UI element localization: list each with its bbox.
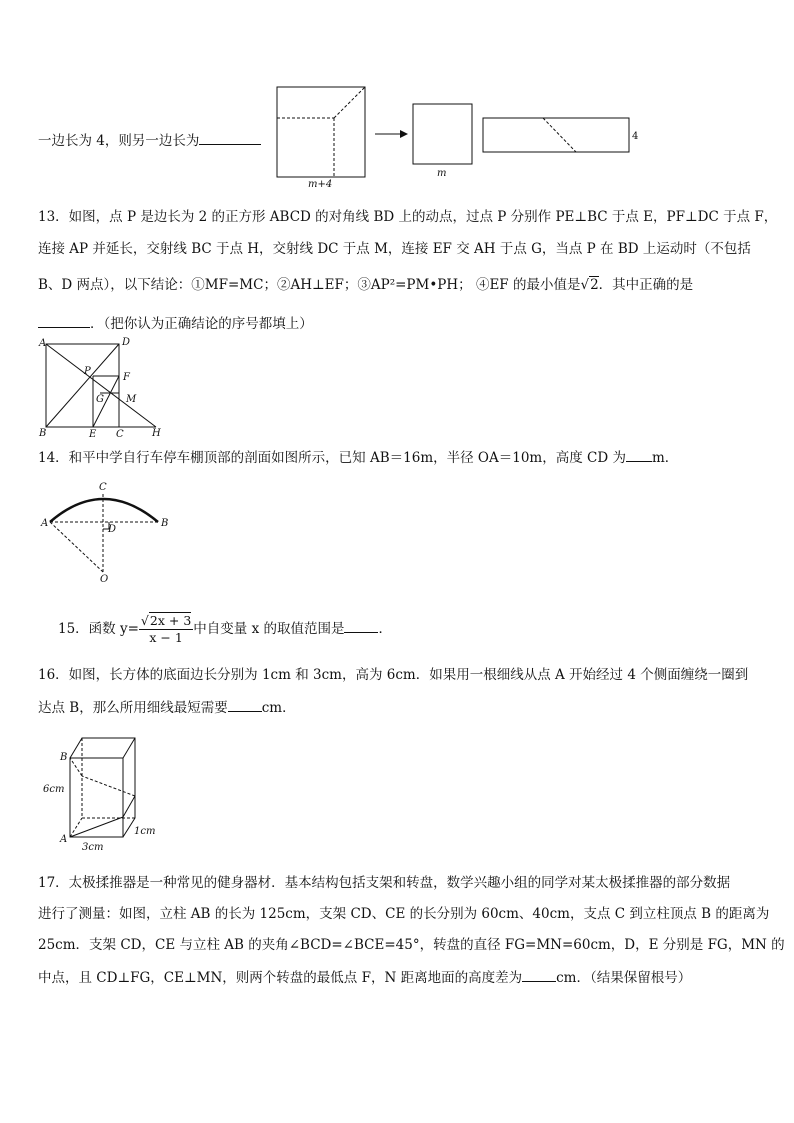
diagonal-bd <box>46 344 119 427</box>
q16-line-1: 16．如图，长方体的底面边长分别为 1cm 和 3cm，高为 6cm．如果用一根细线从点 A 开始经过 4 个侧面缠绕一圈到 <box>38 667 749 683</box>
label-A: A <box>60 834 68 845</box>
label-F: F <box>123 372 130 383</box>
dash-diagonal <box>334 87 365 118</box>
label-E: E <box>89 429 97 440</box>
q13-line-3 <box>38 276 693 294</box>
label-A: A <box>39 338 47 349</box>
rect-side-label: 4 <box>632 131 639 142</box>
q12-text-body: 一边长为 4，则另一边长为 <box>38 133 200 149</box>
q15-denominator: x − 1 <box>149 630 183 645</box>
q16-line-2a: 达点 B，那么所用细线最短需要 <box>38 700 228 716</box>
label-B: B <box>60 752 68 763</box>
label-width: 3cm <box>82 842 104 853</box>
label-M: M <box>126 394 137 405</box>
q15-text-b: 中自变量 x 的取值范围是 <box>193 621 345 637</box>
result-rectangle <box>483 118 629 152</box>
label-D: D <box>108 524 117 535</box>
q17-line-4 <box>38 967 691 987</box>
label-depth: 1cm <box>134 826 156 837</box>
q13-line-1: 13．如图，点 P 是边长为 2 的正方形 ABCD 的对角线 BD 上的动点，过点 P 分别作 PE⊥BC 于点 E，PF⊥DC 于点 F， <box>38 209 778 225</box>
label-height: 6cm <box>43 784 65 795</box>
q14-figure <box>36 480 186 590</box>
thread-2 <box>123 796 135 817</box>
q13-line-3a: B、D 两点），以下结论：①MF=MC；②AH⊥EF；③AP²=PM•PH； ④EF 的最小值是 <box>38 277 581 293</box>
q13-line-4 <box>38 313 313 333</box>
q15-numerator: 2x + 3 <box>149 613 192 628</box>
q12-figure <box>270 84 670 194</box>
q13-line-3b: ．其中正确的是 <box>598 277 694 293</box>
q13-answer-blank[interactable] <box>38 313 90 328</box>
sqrt-symbol: √ <box>580 277 590 293</box>
q15-text-a: 15．函数 y= <box>58 621 139 637</box>
q17-line-4a: 中点，且 CD⊥FG，CE⊥MN，则两个转盘的最低点 F，N 距离地面的高度差为 <box>38 970 523 986</box>
label-P: P <box>84 366 91 377</box>
q17-line-2: 进行了测量：如图，立柱 AB 的长为 125cm，支架 CD、CE 的长分别为 60cm、40cm，支点 C 到立柱顶点 B 的距离为 <box>38 906 770 922</box>
q15-text-c: ． <box>378 621 392 637</box>
radius-oa <box>50 522 103 572</box>
label-C: C <box>116 429 124 440</box>
label-B: B <box>161 518 169 529</box>
q12-text <box>38 130 261 150</box>
label-D: D <box>122 337 131 348</box>
q17-answer-blank[interactable] <box>522 967 556 982</box>
q17-line-1: 17．太极揉推器是一种常见的健身器材．基本结构包括支架和转盘，数学兴趣小组的同学对某太极揉推器的部分数据 <box>38 875 731 891</box>
q16-figure <box>38 730 198 860</box>
thread-1 <box>70 817 123 837</box>
thread-3 <box>82 776 135 796</box>
q15-fraction <box>139 613 193 646</box>
big-square <box>277 87 365 177</box>
label-O: O <box>100 574 109 585</box>
thread-4 <box>70 758 82 776</box>
q13-figure <box>36 336 176 446</box>
label-A: A <box>41 518 49 529</box>
hidden-depth <box>70 818 82 837</box>
q15-answer-blank[interactable] <box>344 618 378 633</box>
label-H: H <box>152 428 161 439</box>
q13-line-2: 连接 AP 并延长，交射线 BC 于点 H，交射线 DC 于点 M，连接 EF 交 AH 于点 G，当点 P 在 BD 上运动时（不包括 <box>38 241 751 257</box>
q14-answer-blank[interactable] <box>626 447 652 462</box>
q14-text-b: m． <box>651 450 679 466</box>
q17-line-3: 25cm．支架 CD，CE 与立柱 AB 的夹角∠BCD=∠BCE=45°，转盘的直径 FG=MN=60cm，D，E 分别是 FG，MN 的 <box>38 937 785 953</box>
edge-top-right <box>123 738 135 758</box>
q12-answer-blank[interactable] <box>199 130 261 145</box>
sqrt-radicand: 2 <box>590 277 599 293</box>
small-square-label: m <box>437 168 447 179</box>
small-square <box>413 104 472 164</box>
big-square-label: m+4 <box>308 179 333 190</box>
q15-text <box>58 612 392 646</box>
sqrt-symbol: √ <box>140 613 149 628</box>
rect-dash <box>543 118 576 152</box>
q13-line-4-text: ．（把你认为正确结论的序号都填上） <box>90 316 313 332</box>
label-G: G <box>96 394 104 405</box>
q14-text <box>38 447 678 467</box>
label-C: C <box>99 482 107 493</box>
q14-text-a: 14．和平中学自行车停车棚顶部的剖面如图所示，已知 AB＝16m，半径 OA＝10m，高度 CD 为 <box>38 450 626 466</box>
q16-line-2b: cm． <box>261 700 296 716</box>
line-ah <box>46 344 156 427</box>
label-B: B <box>39 428 47 439</box>
arrow-head <box>400 130 408 138</box>
q16-line-2 <box>38 697 296 717</box>
q17-line-4b: cm．（结果保留根号） <box>556 970 692 986</box>
arc-ab <box>50 499 158 522</box>
q16-answer-blank[interactable] <box>228 697 262 712</box>
